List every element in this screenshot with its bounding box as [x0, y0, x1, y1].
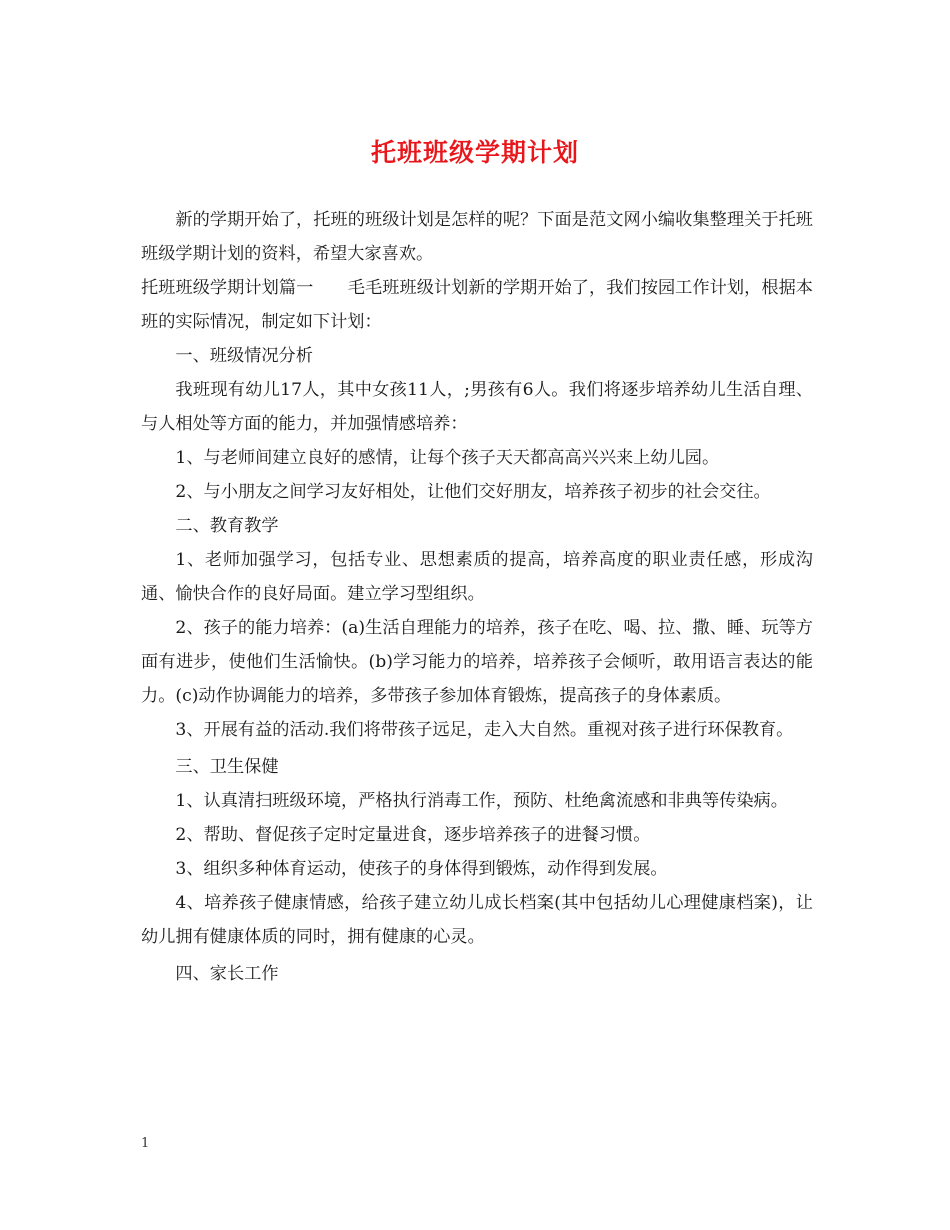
list-item: 1、老师加强学习，包括专业、思想素质的提高，培养高度的职业责任感，形成沟通、愉快合作的良好局面。建立学习型组织。: [141, 550, 813, 604]
list-item: 2、帮助、督促孩子定时定量进食，逐步培养孩子的进餐习惯。: [175, 825, 651, 845]
class-analysis-paragraph: 我班现有幼儿17人，其中女孩11人，;男孩有6人。我们将逐步培养幼儿生活自理、与人相处等方面的能力，并加强情感培养：: [141, 380, 813, 434]
list-item: 2、孩子的能力培养：(a)生活自理能力的培养，孩子在吃、喝、拉、撒、睡、玩等方面有进步，使他们生活愉快。(b)学习能力的培养，培养孩子会倾听，敢用语言表达的能力。(c)动作协调能力的培养，多带孩子参加体育锻炼，提高孩子的身体素质。: [141, 618, 813, 706]
list-item: 4、培养孩子健康情感，给孩子建立幼儿成长档案(其中包括幼儿心理健康档案)，让幼儿拥有健康体质的同时，拥有健康的心灵。: [141, 893, 813, 947]
document-title: 托班班级学期计划: [370, 138, 579, 167]
page-number: 1: [141, 1136, 150, 1151]
list-item: 3、组织多种体育运动，使孩子的身体得到锻炼，动作得到发展。: [175, 859, 668, 879]
list-item: 3、开展有益的活动.我们将带孩子远足，走入大自然。重视对孩子进行环保教育。: [175, 720, 794, 740]
heading-health-care: 三、卫生保健: [175, 757, 279, 777]
section-intro-paragraph: 托班班级学期计划篇一 毛毛班班级计划新的学期开始了，我们按园工作计划，根据本班的实际情况，制定如下计划：: [141, 278, 813, 332]
heading-education: 二、教育教学: [175, 516, 279, 536]
list-item: 1、与老师间建立良好的感情，让每个孩子天天都高高兴兴来上幼儿园。: [175, 448, 720, 468]
document-body: [141, 203, 813, 991]
list-item: 2、与小朋友之间学习友好相处，让他们交好朋友，培养孩子初步的社会交往。: [175, 482, 771, 502]
intro-paragraph: 新的学期开始了，托班的班级计划是怎样的呢？下面是范文网小编收集整理关于托班班级学期计划的资料，希望大家喜欢。: [141, 210, 813, 264]
list-item: 1、认真清扫班级环境，严格执行消毒工作，预防、杜绝禽流感和非典等传染病。: [175, 791, 788, 811]
heading-parent-work: 四、家长工作: [175, 964, 279, 984]
heading-class-analysis: 一、班级情况分析: [175, 346, 313, 366]
